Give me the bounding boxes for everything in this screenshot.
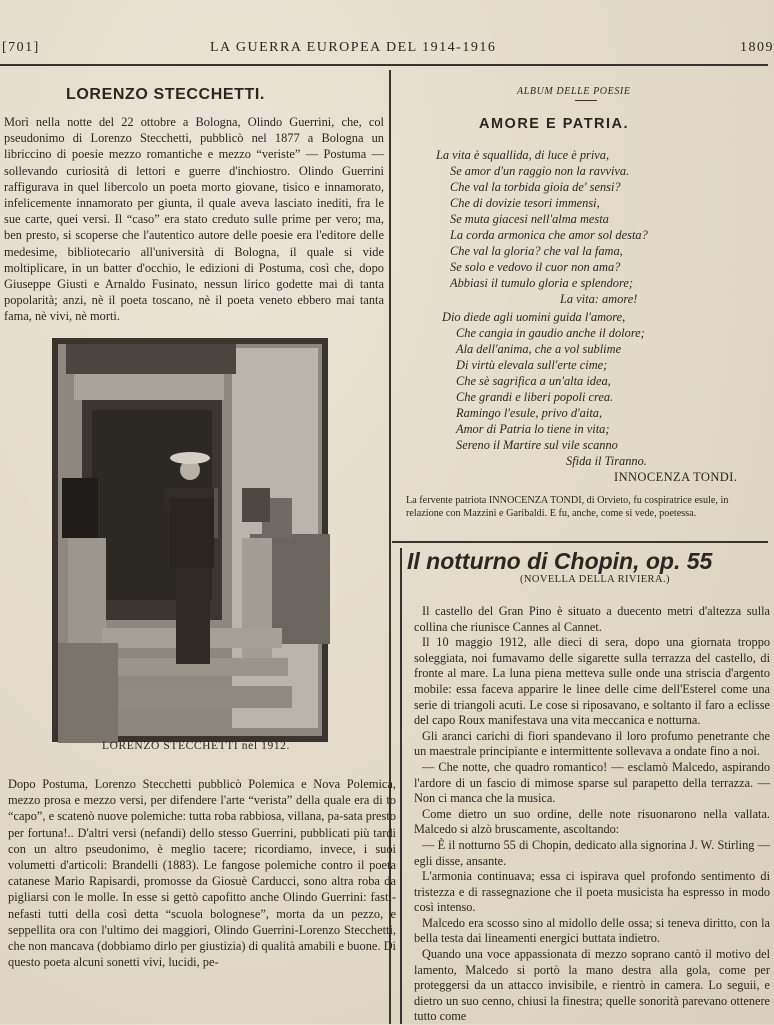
album-rule	[575, 100, 597, 101]
poem-line: Se amor d'un raggio non la ravviva.	[450, 164, 630, 178]
poem-line: Sfida il Tiranno.	[566, 454, 647, 468]
poem-line: Ala dell'anima, che a vol sublime	[456, 342, 622, 356]
story-paragraph: — È il notturno 55 di Chopin, dedicato alla signorina J. W. Stirling — egli disse, ansante.	[414, 837, 770, 868]
page-number-right: 1809	[740, 40, 774, 55]
poem-line: La corda armonica che amor sol desta?	[450, 228, 648, 242]
page-header	[0, 40, 774, 62]
poem-line: Che sè sagrifica a un'alta idea,	[456, 374, 611, 388]
poem-author: INNOCENZA TONDI.	[614, 470, 738, 484]
header-rule	[0, 64, 768, 66]
section-rule	[392, 541, 768, 543]
poem-line: La vita è squallida, di luce è priva,	[436, 148, 610, 162]
running-title: LA GUERRA EUROPEA DEL 1914-1916	[210, 40, 497, 55]
story-column-rule	[400, 548, 402, 1024]
poem-line: Se solo e vedovo il cuor non ama?	[450, 260, 621, 274]
story-paragraph: Malcedo era scosso sino al midollo delle ossa; si teneva diritto, con la bella testa dai lineamenti energici buttata indietro.	[414, 915, 770, 946]
article-title: LORENZO STECCHETTI.	[66, 86, 265, 103]
story-paragraph: L'armonia continuava; essa ci ispirava quel profondo sentimento di tristezza e di rassegnazione che il poeta musicista ha espresso in modo così intenso.	[414, 869, 770, 915]
poem-line: Che grandi e liberi popoli crea.	[456, 390, 614, 404]
page-number-left: [701]	[2, 40, 40, 55]
portrait-photograph	[52, 338, 328, 742]
poem-line: Che val la gloria? che val la fama,	[450, 244, 623, 258]
biography-paragraph: Morì nella notte del 22 ottobre a Bologna, Olindo Guerrini, che, col pseudonimo di Lorenzo Stecchetti, pubblicò nel 1877 a Bologna un libriccino di poesie mezzo romantiche e mezzo “veriste” — Postuma — sollevando curiosità di lettori e guerre d'inchiostro. Olindo Guerrini raffigurava in quel libercolo un poeta morto giovane, tisico e innamorato, infelicemente innamorato per giunta, il quale aveva lasciato inediti, fra le sue carte, quei versi. Il “caso” era stato creduto sulle prime per vero; ma, ben presto, si scoperse che l'autentico autore delle poesie era l'editore delle medesime, bibliotecario all'università di Bologna, il quale si vide moltiplicare, in un batter d'occhio, le edizioni di Postuma, così che, dopo Giuseppe Giusti e Arnaldo Fusinato, nessun lirico godette mai di tanta popolarità; anzi, nè il poeta toscano, nè il poeta veneto ebbero mai tanta fama, nè vivi, nè morti.	[4, 115, 384, 324]
story-paragraph: Il castello del Gran Pino è situato a duecento metri d'altezza sulla collina che riunisce Cannes al Cannet.	[414, 604, 770, 634]
story-paragraph: Gli aranci carichi di fiori spandevano il loro profumo penetrante che un maestrale principiante e intermittente sollevava a ondate fino a noi.	[414, 728, 770, 759]
poem-line: Che cangia in gaudio anche il dolore;	[456, 326, 645, 340]
photograph-image	[52, 338, 328, 742]
story-subtitle: (NOVELLA DELLA RIVIERA.)	[520, 574, 670, 585]
poem-note: La fervente patriota INNOCENZA TONDI, di Orvieto, fu cospiratrice esule, in relazione con Mazzini e Garibaldi. E fu, anche, come si vede, poetessa.	[406, 495, 729, 519]
story-paragraph: Il 10 maggio 1912, alle dieci di sera, dopo una giornata troppo soleggiata, noi fumavamo delle sigarette sulla terrazza del castello, di fronte al mare. La luna piena metteva sulle onde una striscia d'argento mobile: essa faceva apparire le linee delle cime dell'Esterel come una serie di triangoli acuti. Le cose si riposavano, e soltanto il faro a eclisse del capo Roux manifestava una vita meccanica e notturna.	[414, 635, 770, 728]
album-label: ALBUM DELLE POESIE	[517, 86, 631, 97]
poem-line: Sereno il Martire sul vile scanno	[456, 438, 618, 452]
poem-line: La vita: amore!	[560, 292, 638, 306]
poem-line: Se muta giacesi nell'alma mesta	[450, 212, 609, 226]
poem-line: Ramingo l'esule, privo d'aita,	[456, 406, 603, 420]
biography-continued: Dopo Postuma, Lorenzo Stecchetti pubblicò Polemica e Nova Polemica, mezzo prosa e mezzo versi, per difendere l'arte “verista” della quale era di to “capo”, e scatenò nuove polemiche: tutta roba rabbiosa, villana, pa-sata presto per fortuna!.. D'altri versi (nefandi) dello stesso Guerrini, pubblicati più tardi con un altro pseudonimo, è meglio tacere; ricordiamo, invece, i suoi volumetti d'articoli: Brandelli (1883). Le fangose polemiche contro il poeta catanese Mario Rapisardi, promosse da Giosuè Carducci, sono altra roba da pigliarsi con le molle. In esse si gettò capofitto anche Olindo Guerrini: fasti-nefasti tutti della così detta “scuola bolognese”, morta da un pezzo, e seppellita ora con l'ultimo dei maggiori, Olindo Guerrini-Lorenzo Stecchetti, che non mancava (dobbiamo dirlo per giustizia) di qualità amabili e buone. Di questo poeta alcuni sonetti vivi, lucidi, pe-	[8, 777, 396, 970]
poem-line: Che di dovizie tesori immensi,	[450, 196, 600, 210]
poem-line: Amor di Patria lo tiene in vita;	[456, 422, 610, 436]
story-paragraph: Quando una voce appassionata di mezzo soprano cantò il motivo del lamento, Malcedo si portò la mano destra alla gola, come per proteggersi da un attacco invisibile, e rientrò in camera. Lo seguii, e dietro un suo cenno, chiusi la finestra; quelle sonorità parevano ottenere tutto come	[414, 947, 770, 1024]
story-paragraph: Come dietro un suo ordine, delle note risuonarono nella vallata. Malcedo si alzò bruscamente, ascoltando:	[414, 806, 770, 837]
poem-line: Abbiasi il tumulo gloria e splendore;	[450, 276, 633, 290]
story-title: Il notturno di Chopin, op. 55	[407, 548, 713, 574]
story-body	[414, 604, 770, 1025]
poem-title: AMORE E PATRIA.	[479, 116, 630, 132]
photo-caption: LORENZO STECCHETTI nel 1912.	[102, 740, 291, 752]
poem-line: Di virtù elevala sull'erte cime;	[456, 358, 608, 372]
poem-line: Dio diede agli uomini guida l'amore,	[442, 310, 626, 324]
story-paragraph: — Che notte, che quadro romantico! — esclamò Malcedo, aspirando l'ardore di un fascio di mimose sparse sul parapetto della terrazza. — Non ci manca che la musica.	[414, 759, 770, 806]
poem-line: Che val la torbida gioia de' sensi?	[450, 180, 621, 194]
